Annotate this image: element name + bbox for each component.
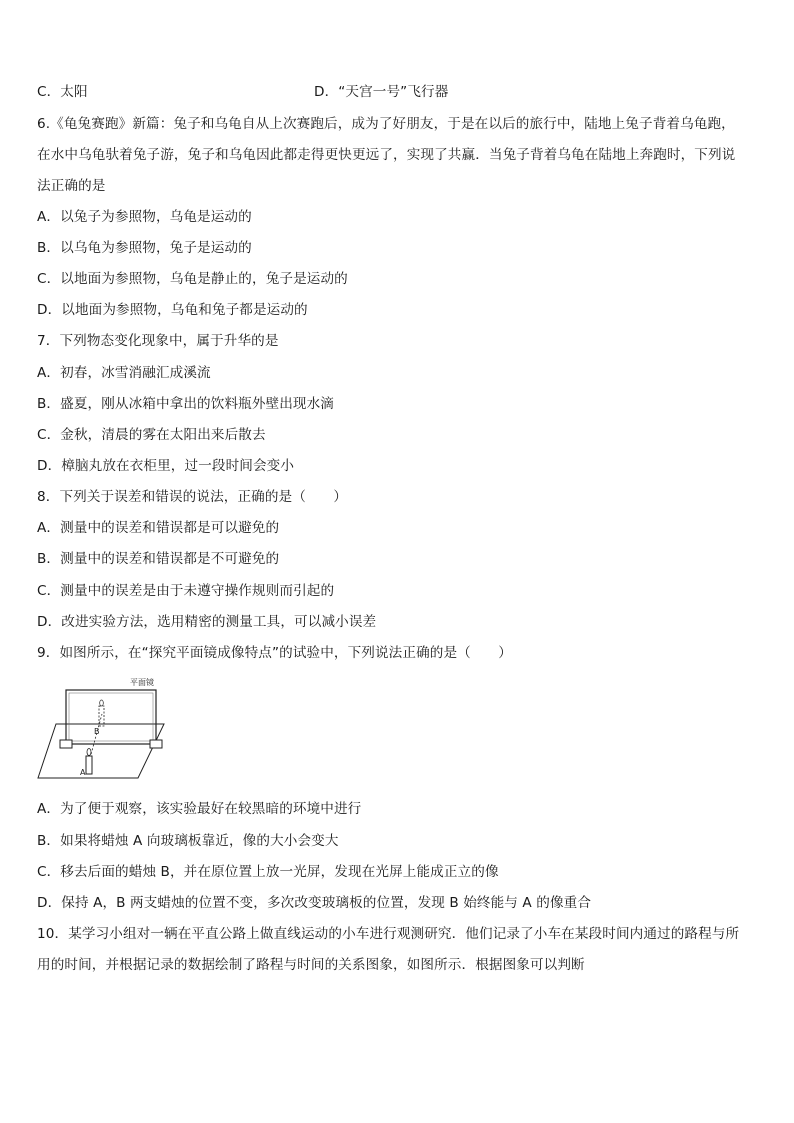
q6-option-d: D．以地面为参照物，乌龟和兔子都是运动的	[37, 302, 308, 318]
q7-option-c: C．金秋，清晨的雾在太阳出来后散去	[37, 427, 266, 443]
q7-option-d: D．樟脑丸放在衣柜里，过一段时间会变小	[37, 458, 295, 474]
q10-stem-line-2: 用的时间，并根据记录的数据绘制了路程与时间的关系图象，如图所示．根据图象可以判断	[37, 957, 585, 973]
glass-plate-inner	[69, 693, 153, 741]
q6-option-b: B．以乌龟为参照物，兔子是运动的	[37, 240, 252, 256]
q8-option-d: D．改进实验方法，选用精密的测量工具，可以减小误差	[37, 614, 377, 630]
candle-b-flame	[100, 700, 104, 706]
q6-stem-line-1: 6.《龟兔赛跑》新篇：兔子和乌龟自从上次赛跑后，成为了好朋友，于是在以后的旅行中，陆地上兔子背着乌龟跑，	[37, 116, 735, 132]
q9-option-b: B．如果将蜡烛 A 向玻璃板靠近，像的大小会变大	[37, 833, 339, 849]
candle-a-flame	[87, 749, 91, 756]
q5-option-c: C．太阳	[37, 84, 88, 100]
plane-mirror-diagram	[36, 676, 176, 784]
q6-stem-line-3: 法正确的是	[37, 178, 106, 194]
q9-option-c: C．移去后面的蜡烛 B，并在原位置上放一光屏，发现在光屏上能成正立的像	[37, 864, 499, 880]
q9-stem: 9．如图所示，在“探究平面镜成像特点”的试验中，下列说法正确的是（ ）	[37, 645, 512, 661]
q9-option-d: D．保持 A，B 两支蜡烛的位置不变，多次改变玻璃板的位置，发现 B 始终能与 A 的像重合	[37, 895, 592, 911]
q10-stem-line-1: 10．某学习小组对一辆在平直公路上做直线运动的小车进行观测研究．他们记录了小车在某段时间内通过的路程与所	[37, 926, 740, 942]
q6-option-a: A．以兔子为参照物，乌龟是运动的	[37, 209, 252, 225]
q8-option-b: B．测量中的误差和错误都是不可避免的	[37, 551, 280, 567]
q8-option-a: A．测量中的误差和错误都是可以避免的	[37, 520, 280, 536]
sight-line	[90, 714, 102, 758]
q7-stem: 7．下列物态变化现象中，属于升华的是	[37, 333, 279, 349]
q7-option-a: A．初春，冰雪消融汇成溪流	[37, 365, 211, 381]
right-stand	[150, 740, 162, 748]
q9-option-a: A．为了便于观察，该实验最好在较黑暗的环境中进行	[37, 801, 362, 817]
candle-a	[86, 756, 92, 774]
table-surface	[38, 724, 164, 778]
label-b: B	[94, 727, 100, 736]
glass-plate	[66, 690, 156, 744]
q8-option-c: C．测量中的误差是由于未遵守操作规则而引起的	[37, 583, 335, 599]
q6-stem-line-2: 在水中乌龟驮着兔子游，兔子和乌龟因此都走得更快更远了，实现了共赢．当兔子背着乌龟在陆地上奔跑时，下列说	[37, 147, 736, 163]
label-a: A	[80, 768, 86, 777]
q7-option-b: B．盛夏，刚从冰箱中拿出的饮料瓶外壁出现水滴	[37, 396, 334, 412]
q5-option-d: D．“天宫一号”飞行器	[314, 84, 449, 100]
q6-option-c: C．以地面为参照物，乌龟是静止的，兔子是运动的	[37, 271, 348, 287]
q8-stem: 8．下列关于误差和错误的说法，正确的是（ ）	[37, 489, 348, 505]
left-stand	[60, 740, 72, 748]
mirror-label: 平面镜	[130, 678, 154, 687]
